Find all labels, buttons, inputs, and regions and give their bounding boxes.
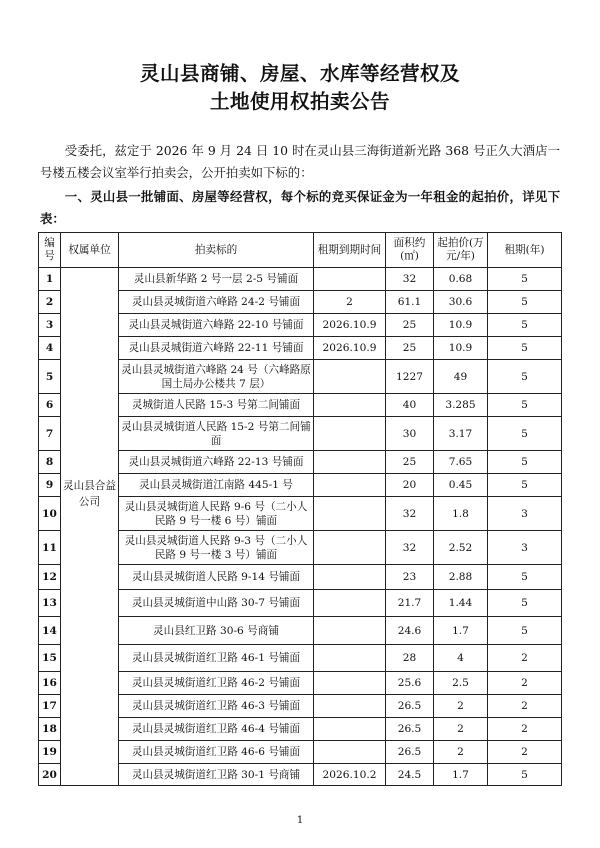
row-expiry <box>314 531 386 565</box>
row-item: 灵山县灵城街道红卫路 46-6 号铺面 <box>119 741 314 764</box>
row-price: 10.9 <box>434 314 488 337</box>
row-area: 25 <box>386 314 434 337</box>
row-price: 2 <box>434 718 488 741</box>
header-no: 编号 <box>39 233 61 268</box>
row-no: 1 <box>39 268 61 291</box>
row-item: 灵山县灵城街道红卫路 46-4 号铺面 <box>119 718 314 741</box>
row-item: 灵山县新华路 2 号一层 2-5 号铺面 <box>119 268 314 291</box>
row-expiry <box>314 497 386 531</box>
intro-paragraph: 受委托，兹定于 2026 年 9 月 24 日 10 时在灵山县三海街道新光路 368 号正久大酒店一号楼五楼会议室举行拍卖会，公开拍卖如下标的： <box>40 143 560 180</box>
row-price: 1.44 <box>434 590 488 617</box>
row-item: 灵山县灵城街道红卫路 30-1 号商铺 <box>119 764 314 786</box>
row-area: 24.5 <box>386 764 434 786</box>
row-area: 24.6 <box>386 617 434 645</box>
row-term: 5 <box>488 565 562 590</box>
row-price: 2.88 <box>434 565 488 590</box>
row-term: 5 <box>488 764 562 786</box>
row-expiry <box>314 417 386 451</box>
row-price: 49 <box>434 360 488 394</box>
row-no: 13 <box>39 590 61 617</box>
row-item: 灵山县灵城街道红卫路 46-1 号铺面 <box>119 645 314 672</box>
row-area: 26.5 <box>386 741 434 764</box>
row-price: 10.9 <box>434 337 488 360</box>
row-item: 灵山县灵城街道六峰路 22-13 号铺面 <box>119 451 314 474</box>
table-row <box>39 268 562 291</box>
row-expiry: 2 <box>314 291 386 314</box>
row-term: 5 <box>488 451 562 474</box>
row-item: 灵山县红卫路 30-6 号商铺 <box>119 617 314 645</box>
row-area: 30 <box>386 417 434 451</box>
row-expiry <box>314 741 386 764</box>
row-term: 2 <box>488 645 562 672</box>
row-item: 灵山县灵城街道人民路 9-3 号（二小人民路 9 号一楼 3 号）铺面 <box>119 531 314 565</box>
row-expiry <box>314 360 386 394</box>
row-area: 25 <box>386 337 434 360</box>
header-price: 起拍价(万元/年) <box>434 233 488 268</box>
row-price: 1.8 <box>434 497 488 531</box>
row-area: 32 <box>386 531 434 565</box>
row-expiry <box>314 672 386 695</box>
row-no: 3 <box>39 314 61 337</box>
auction-table <box>38 232 562 786</box>
row-area: 61.1 <box>386 291 434 314</box>
row-area: 32 <box>386 497 434 531</box>
row-area: 28 <box>386 645 434 672</box>
row-term: 5 <box>488 417 562 451</box>
row-no: 18 <box>39 718 61 741</box>
row-no: 17 <box>39 695 61 718</box>
row-area: 20 <box>386 474 434 497</box>
row-no: 11 <box>39 531 61 565</box>
row-term: 2 <box>488 741 562 764</box>
row-term: 5 <box>488 617 562 645</box>
row-expiry <box>314 718 386 741</box>
row-price: 7.65 <box>434 451 488 474</box>
row-price: 2 <box>434 741 488 764</box>
row-term: 5 <box>488 360 562 394</box>
row-term: 5 <box>488 291 562 314</box>
row-no: 2 <box>39 291 61 314</box>
row-term: 3 <box>488 497 562 531</box>
row-no: 4 <box>39 337 61 360</box>
row-no: 6 <box>39 394 61 417</box>
row-area: 1227 <box>386 360 434 394</box>
row-no: 9 <box>39 474 61 497</box>
row-term: 5 <box>488 474 562 497</box>
row-no: 7 <box>39 417 61 451</box>
row-price: 1.7 <box>434 764 488 786</box>
row-no: 20 <box>39 764 61 786</box>
row-item: 灵山县灵城街道六峰路 22-11 号铺面 <box>119 337 314 360</box>
row-expiry: 2026.10.9 <box>314 314 386 337</box>
section-heading: 一、灵山县一批铺面、房屋等经营权，每个标的竞买保证金为一年租金的起拍价，详见下表： <box>40 189 560 226</box>
row-expiry <box>314 474 386 497</box>
row-item: 灵山县灵城街道红卫路 46-2 号铺面 <box>119 672 314 695</box>
row-term: 2 <box>488 718 562 741</box>
row-term: 5 <box>488 337 562 360</box>
table-body <box>39 268 562 786</box>
row-term: 5 <box>488 268 562 291</box>
row-price: 30.6 <box>434 291 488 314</box>
header-item: 拍卖标的 <box>119 233 314 268</box>
row-term: 2 <box>488 672 562 695</box>
title-line-2: 土地使用权拍卖公告 <box>209 90 390 113</box>
row-price: 1.7 <box>434 617 488 645</box>
row-item: 灵山县灵城街道人民路 9-14 号铺面 <box>119 565 314 590</box>
row-item: 灵山县灵城街道江南路 445-1 号 <box>119 474 314 497</box>
row-no: 19 <box>39 741 61 764</box>
row-term: 3 <box>488 531 562 565</box>
row-item: 灵山县灵城街道六峰路 24-2 号铺面 <box>119 291 314 314</box>
row-price: 0.45 <box>434 474 488 497</box>
row-no: 10 <box>39 497 61 531</box>
row-no: 14 <box>39 617 61 645</box>
row-price: 4 <box>434 645 488 672</box>
row-item: 灵山县灵城街道人民路 9-6 号（二小人民路 9 号一楼 6 号）铺面 <box>119 497 314 531</box>
row-expiry: 2026.10.2 <box>314 764 386 786</box>
row-area: 40 <box>386 394 434 417</box>
row-area: 25 <box>386 451 434 474</box>
header-expiry: 租期到期时间 <box>314 233 386 268</box>
row-no: 8 <box>39 451 61 474</box>
row-item: 灵山县灵城街道人民路 15-2 号第二间铺面 <box>119 417 314 451</box>
row-area: 26.5 <box>386 718 434 741</box>
row-expiry: 2026.10.9 <box>314 337 386 360</box>
row-no: 12 <box>39 565 61 590</box>
row-expiry <box>314 451 386 474</box>
row-area: 21.7 <box>386 590 434 617</box>
row-area: 32 <box>386 268 434 291</box>
row-expiry <box>314 565 386 590</box>
page-number: 1 <box>296 815 304 826</box>
row-area: 25.6 <box>386 672 434 695</box>
header-area: 面积约(㎡) <box>386 233 434 268</box>
row-term: 5 <box>488 314 562 337</box>
row-area: 26.5 <box>386 695 434 718</box>
header-term: 租期(年) <box>488 233 562 268</box>
row-price: 2.52 <box>434 531 488 565</box>
row-term: 5 <box>488 394 562 417</box>
row-no: 5 <box>39 360 61 394</box>
row-expiry <box>314 590 386 617</box>
title-line-1: 灵山县商铺、房屋、水库等经营权及 <box>139 62 460 85</box>
row-term: 5 <box>488 590 562 617</box>
row-expiry <box>314 617 386 645</box>
row-expiry <box>314 695 386 718</box>
row-price: 3.285 <box>434 394 488 417</box>
row-expiry <box>314 394 386 417</box>
row-item: 灵山县灵城街道中山路 30-7 号铺面 <box>119 590 314 617</box>
row-price: 2.5 <box>434 672 488 695</box>
row-item: 灵山县灵城街道红卫路 46-3 号铺面 <box>119 695 314 718</box>
row-price: 3.17 <box>434 417 488 451</box>
row-term: 2 <box>488 695 562 718</box>
owner-cell: 灵山县合益公司 <box>61 268 119 786</box>
row-item: 灵山县灵城街道六峰路 24 号（六峰路原国土局办公楼共 7 层） <box>119 360 314 394</box>
header-owner: 权属单位 <box>61 233 119 268</box>
row-item: 灵山县灵城街道六峰路 22-10 号铺面 <box>119 314 314 337</box>
row-price: 2 <box>434 695 488 718</box>
row-expiry <box>314 645 386 672</box>
row-price: 0.68 <box>434 268 488 291</box>
row-no: 15 <box>39 645 61 672</box>
row-item: 灵城街道人民路 15-3 号第二间铺面 <box>119 394 314 417</box>
row-expiry <box>314 268 386 291</box>
row-area: 23 <box>386 565 434 590</box>
table-header-row <box>39 233 562 268</box>
row-no: 16 <box>39 672 61 695</box>
